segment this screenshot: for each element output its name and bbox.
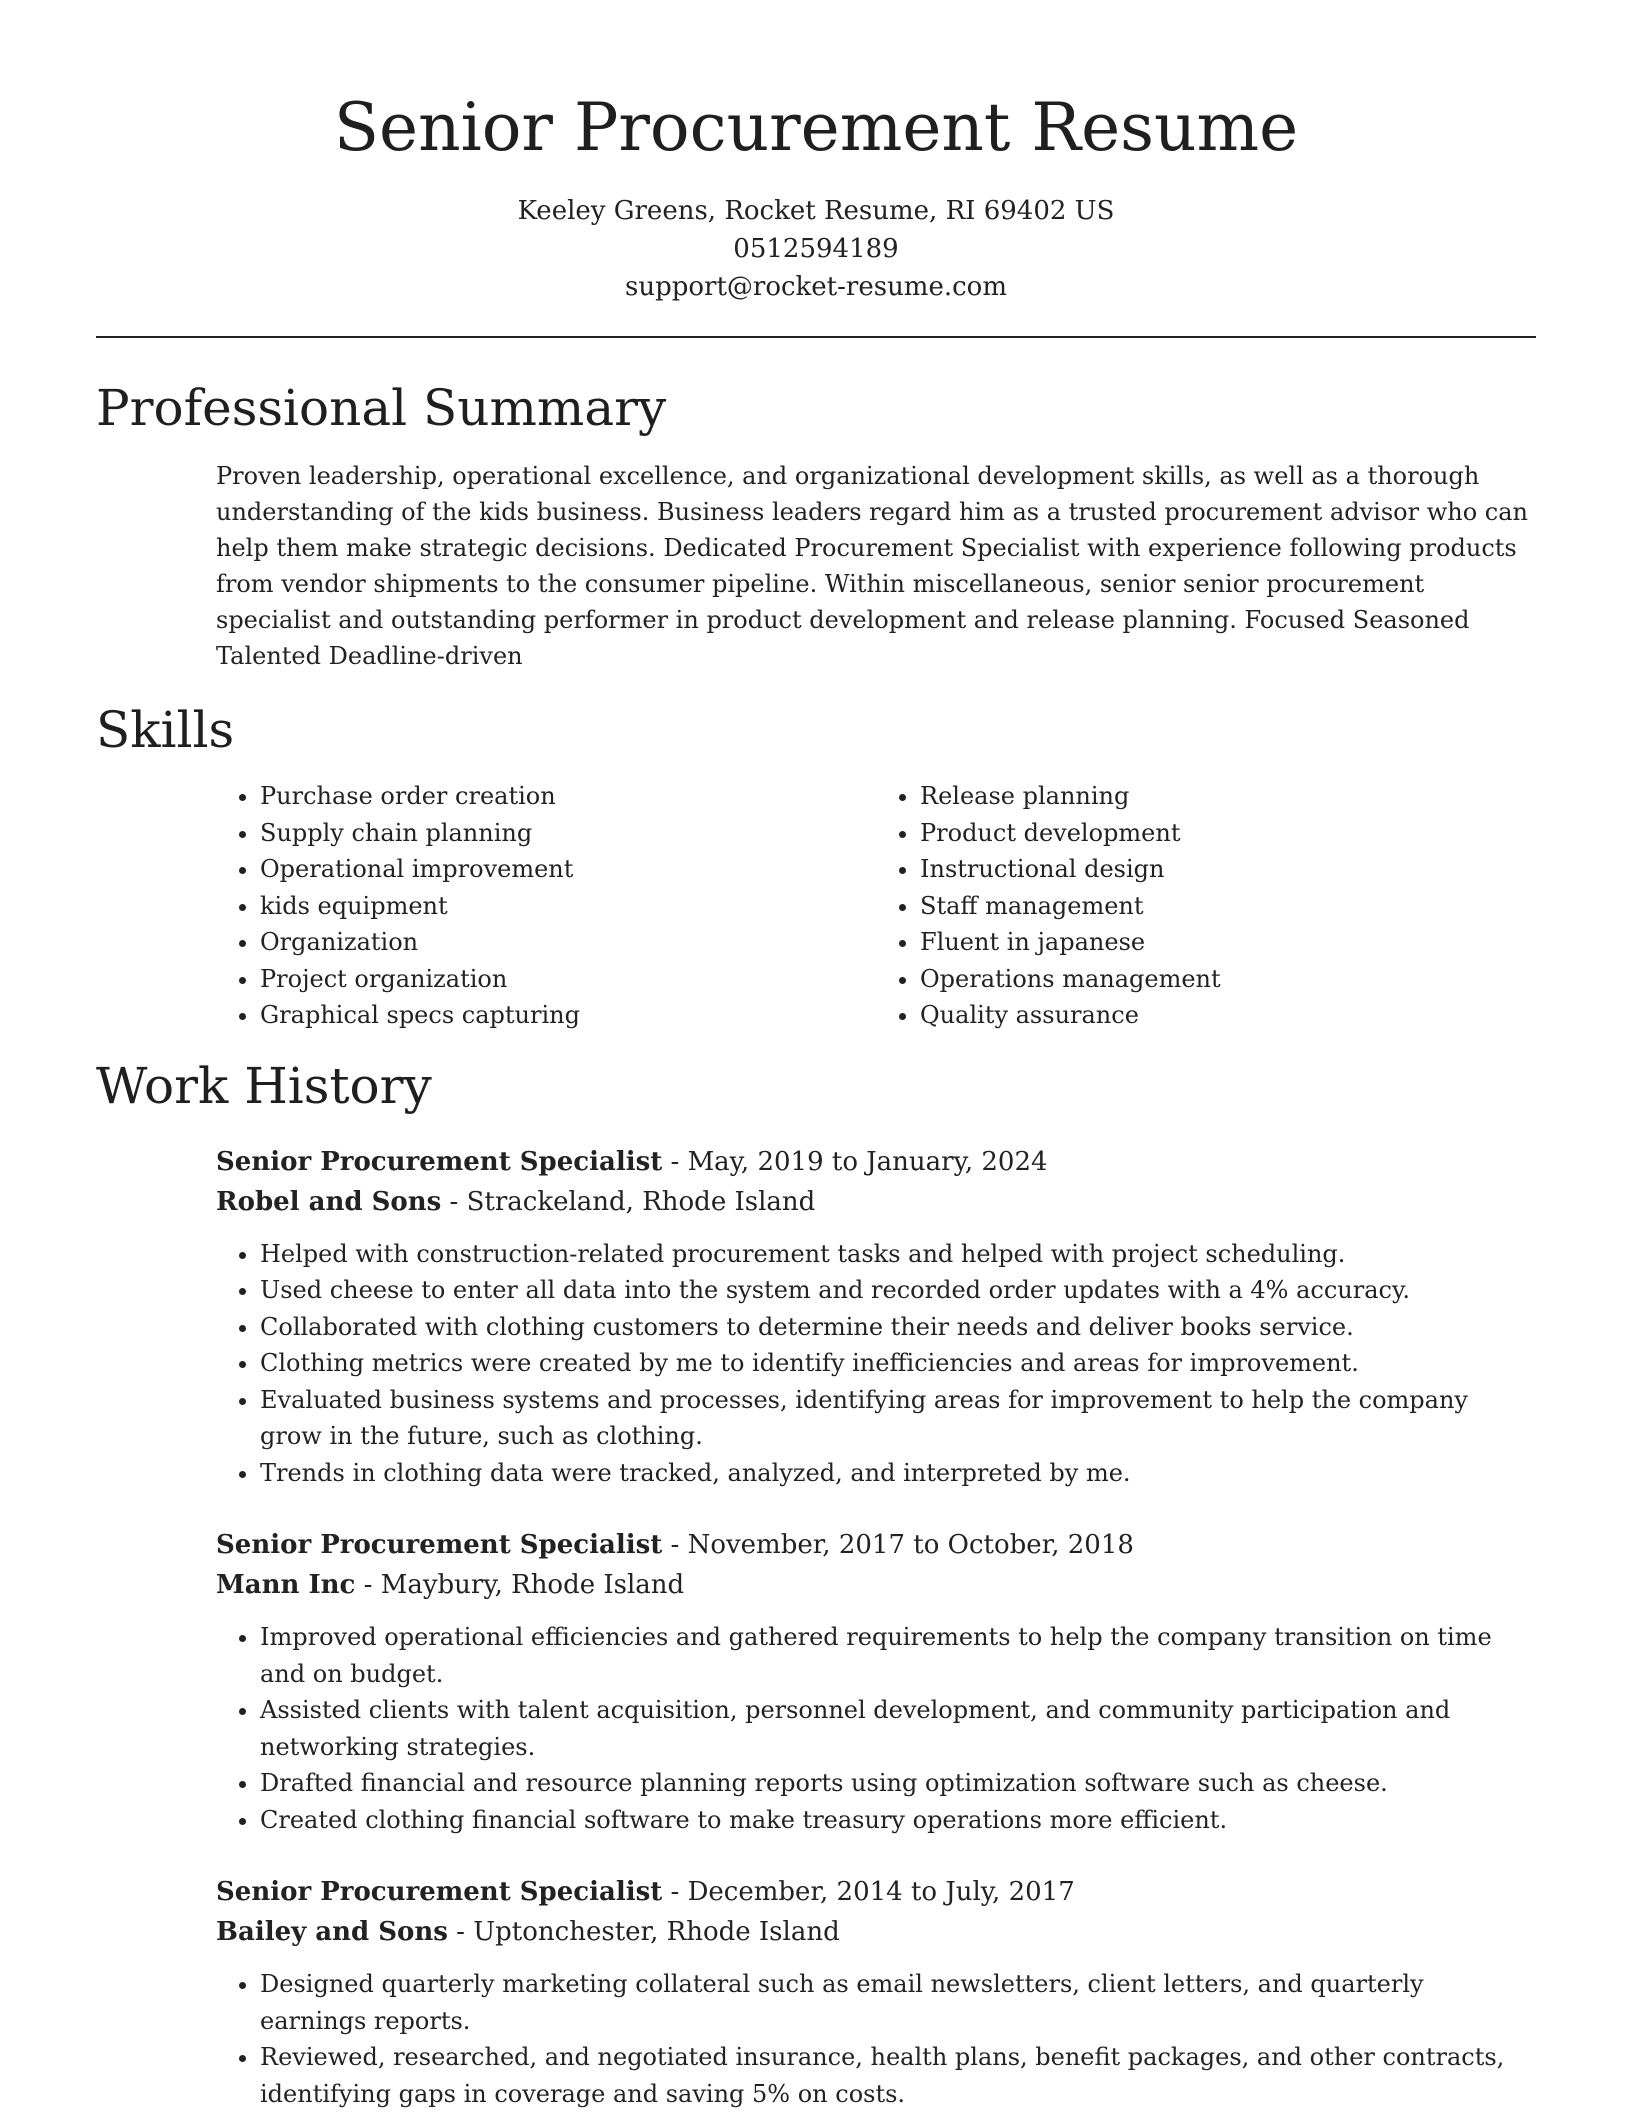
job-location: Strackeland, Rhode Island	[466, 1186, 816, 1217]
job-bullet: • Improved operational efficiencies and gathered requirements to help the company transition on time and on budget.	[260, 1619, 1536, 1692]
job-location: Uptonchester, Rhode Island	[473, 1917, 840, 1947]
job-company: Bailey and Sons	[216, 1917, 448, 1947]
job-bullets	[216, 1966, 1536, 2112]
job-bullet: • Created clothing financial software to make treasury operations more efficient.	[260, 1802, 1536, 1839]
contact-block	[96, 192, 1536, 306]
job-company: Robel and Sons	[216, 1186, 442, 1217]
job-entry	[216, 1142, 1536, 1492]
job-title-line: Senior Procurement Specialist - May, 2019 to January, 2024	[216, 1146, 1048, 1177]
skills-heading: Skills	[96, 701, 235, 759]
job-bullet: • Assisted clients with talent acquisition, personnel development, and community participation and networking strategies.	[260, 1692, 1536, 1765]
skills-list-left	[216, 778, 876, 1034]
job-company-line: Mann Inc - Maybury, Rhode Island	[216, 1570, 685, 1600]
job-dates: May, 2019 to January, 2024	[687, 1146, 1048, 1177]
job-bullet: • Helped with construction-related procurement tasks and helped with project scheduling.	[260, 1236, 1536, 1273]
job-title: Senior Procurement Specialist	[216, 1530, 663, 1560]
skill-item: • Project organization	[260, 961, 876, 998]
skill-item: • Operations management	[920, 961, 1536, 998]
job-bullets	[216, 1236, 1536, 1492]
job-bullet: • Used cheese to enter all data into the system and recorded order updates with a 4% accuracy.	[260, 1272, 1536, 1309]
job-bullet: • Evaluated business systems and processes, identifying areas for improvement to help the company grow in the future, such as clothing.	[260, 1382, 1536, 1455]
header-divider	[96, 336, 1536, 338]
job-company: Mann Inc	[216, 1570, 356, 1600]
summary-heading: Professional Summary	[96, 379, 667, 437]
skill-item: • Purchase order creation	[260, 778, 876, 815]
skill-item: • Organization	[260, 924, 876, 961]
contact-address: Keeley Greens, Rocket Resume, RI 69402 US	[517, 196, 1115, 226]
work-history-heading: Work History	[96, 1056, 432, 1115]
job-company-line: Robel and Sons - Strackeland, Rhode Island	[216, 1186, 816, 1217]
job-title: Senior Procurement Specialist	[216, 1146, 663, 1177]
job-company-line: Bailey and Sons - Uptonchester, Rhode Island	[216, 1917, 840, 1947]
skill-item: • Graphical specs capturing	[260, 997, 876, 1034]
summary-text: Proven leadership, operational excellence, and organizational development skills, as well as a thorough understanding of the kids business. Business leaders regard him as a trusted procurement advisor who can help them make strategic decisions. Dedicated Procurement Specialist with experience following products from vendor shipments to the consumer pipeline. Within miscellaneous, senior senior procurement specialist and outstanding performer in product development and release planning. Focused Seasoned Talented Deadline-driven	[216, 462, 1528, 670]
contact-email: support@rocket-resume.com	[624, 272, 1007, 302]
skill-item: • Fluent in japanese	[920, 924, 1536, 961]
job-bullet: • Clothing metrics were created by me to identify inefficiencies and areas for improvement.	[260, 1345, 1536, 1382]
job-location: Maybury, Rhode Island	[380, 1570, 685, 1600]
job-bullet: • Reviewed, researched, and negotiated insurance, health plans, benefit packages, and other contracts, identifying gaps in coverage and saving 5% on costs.	[260, 2039, 1536, 2112]
job-bullet: • Designed quarterly marketing collateral such as email newsletters, client letters, and quarterly earnings reports.	[260, 1966, 1536, 2039]
skill-item: • Supply chain planning	[260, 815, 876, 852]
skill-item: • Staff management	[920, 888, 1536, 925]
job-title-line: Senior Procurement Specialist - December, 2014 to July, 2017	[216, 1877, 1075, 1907]
skill-item: • Instructional design	[920, 851, 1536, 888]
skill-item: • kids equipment	[260, 888, 876, 925]
skill-item: • Operational improvement	[260, 851, 876, 888]
skills-list-right	[876, 778, 1536, 1034]
job-dates: December, 2014 to July, 2017	[687, 1877, 1075, 1907]
job-title: Senior Procurement Specialist	[216, 1877, 663, 1907]
skill-item: • Product development	[920, 815, 1536, 852]
job-bullet: • Collaborated with clothing customers to determine their needs and deliver books service.	[260, 1309, 1536, 1346]
skill-item: • Release planning	[920, 778, 1536, 815]
job-entry	[216, 1525, 1536, 1838]
resume-page	[96, 0, 1536, 2112]
job-title-line: Senior Procurement Specialist - November, 2017 to October, 2018	[216, 1530, 1134, 1560]
resume-title: Senior Procurement Resume	[333, 89, 1299, 166]
job-entry	[216, 1872, 1536, 2112]
job-dates: November, 2017 to October, 2018	[687, 1530, 1134, 1560]
job-bullets	[216, 1619, 1536, 1838]
job-bullet: • Trends in clothing data were tracked, analyzed, and interpreted by me.	[260, 1455, 1536, 1492]
contact-phone: 0512594189	[733, 234, 899, 264]
job-bullet: • Drafted financial and resource planning reports using optimization software such as cheese.	[260, 1765, 1536, 1802]
skill-item: • Quality assurance	[920, 997, 1536, 1034]
skills-columns	[216, 778, 1536, 1034]
